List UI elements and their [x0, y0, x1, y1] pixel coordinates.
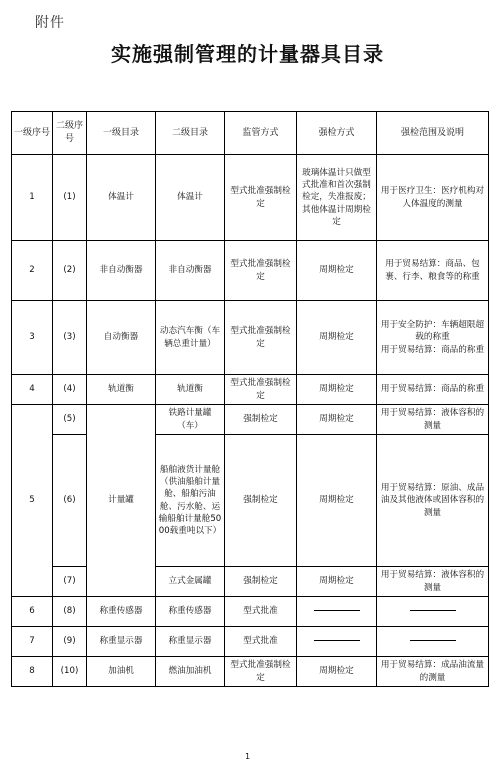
level1-no: 2	[12, 241, 53, 301]
level1-category: 加油机	[87, 657, 156, 687]
catalog-table	[11, 111, 489, 687]
inspection-dash	[297, 627, 377, 657]
level2-category: 体温计	[156, 155, 225, 241]
scope: 用于贸易结算：液体容积的测量	[377, 567, 489, 597]
level1-no: 3	[12, 301, 53, 375]
level1-no: 6	[12, 597, 53, 627]
supervision: 型式批准强制检定	[225, 155, 297, 241]
supervision: 型式批准强制检定	[225, 301, 297, 375]
table-row	[12, 435, 489, 567]
scope-dash	[377, 627, 489, 657]
inspection: 周期检定	[297, 657, 377, 687]
inspection: 周期检定	[297, 241, 377, 301]
level2-category: 燃油加油机	[156, 657, 225, 687]
inspection: 周期检定	[297, 567, 377, 597]
level2-no: (1)	[53, 155, 87, 241]
level2-no: (6)	[53, 435, 87, 567]
supervision: 强制检定	[225, 435, 297, 567]
level1-no: 5	[12, 405, 53, 597]
level2-no: (2)	[53, 241, 87, 301]
scope: 用于贸易结算：原油、成品油及其他液体或固体容积的测量	[377, 435, 489, 567]
level1-category: 轨道衡	[87, 375, 156, 405]
level2-no: (10)	[53, 657, 87, 687]
level1-no: 1	[12, 155, 53, 241]
attachment-label: 附件	[35, 15, 65, 31]
level1-category: 体温计	[87, 155, 156, 241]
scope: 用于医疗卫生：医疗机构对人体温度的测量	[377, 155, 489, 241]
scope: 用于安全防护：车辆超限超载的称重 用于贸易结算：商品的称重	[377, 301, 489, 375]
table-row	[12, 375, 489, 405]
level1-category: 计量罐	[87, 405, 156, 597]
level2-no: (9)	[53, 627, 87, 657]
table-row	[12, 155, 489, 241]
table-row	[12, 567, 489, 597]
inspection-dash	[297, 597, 377, 627]
header-level2-category: 二级目录	[156, 112, 225, 155]
header-inspection: 强检方式	[297, 112, 377, 155]
level1-no: 4	[12, 375, 53, 405]
level2-no: (4)	[53, 375, 87, 405]
header-supervision: 监管方式	[225, 112, 297, 155]
inspection: 周期检定	[297, 301, 377, 375]
level2-category: 非自动衡器	[156, 241, 225, 301]
table-row	[12, 241, 489, 301]
inspection: 玻璃体温计只做型式批准和首次强制检定，失准报废；其他体温计周期检定	[297, 155, 377, 241]
table-row	[12, 597, 489, 627]
page-number: 1	[244, 752, 251, 761]
level1-no: 7	[12, 627, 53, 657]
level1-category: 自动衡器	[87, 301, 156, 375]
scope: 用于贸易结算：商品的称重	[377, 375, 489, 405]
level2-category: 称重显示器	[156, 627, 225, 657]
scope: 用于贸易结算：液体容积的测量	[377, 405, 489, 435]
supervision: 强制检定	[225, 405, 297, 435]
level1-category: 非自动衡器	[87, 241, 156, 301]
level2-category: 船舶液货计量舱（供油船舶计量舱、船舶污油舱、污水舱、运输船舶计量舱5000载重吨以下）	[156, 435, 225, 567]
level2-no: (7)	[53, 567, 87, 597]
page-title: 实施强制管理的计量器具目录	[111, 42, 384, 66]
header-level2-no: 二级序号	[53, 112, 87, 155]
supervision: 型式批准强制检定	[225, 657, 297, 687]
header-level1-category: 一级目录	[87, 112, 156, 155]
table-row	[12, 301, 489, 375]
level1-no: 8	[12, 657, 53, 687]
table-row	[12, 657, 489, 687]
table-row	[12, 627, 489, 657]
level2-category: 称重传感器	[156, 597, 225, 627]
table-row	[12, 405, 489, 435]
scope-dash	[377, 597, 489, 627]
supervision: 强制检定	[225, 567, 297, 597]
level2-category: 立式金属罐	[156, 567, 225, 597]
level2-category: 铁路计量罐（车）	[156, 405, 225, 435]
supervision: 型式批准	[225, 627, 297, 657]
scope: 用于贸易结算：商品、包裹、行李、粮食等的称重	[377, 241, 489, 301]
inspection: 周期检定	[297, 405, 377, 435]
scope: 用于贸易结算：成品油流量的测量	[377, 657, 489, 687]
level2-no: (3)	[53, 301, 87, 375]
level1-category: 称重传感器	[87, 597, 156, 627]
supervision: 型式批准	[225, 597, 297, 627]
inspection: 周期检定	[297, 375, 377, 405]
level2-category: 动态汽车衡（车辆总重计量）	[156, 301, 225, 375]
level2-no: (8)	[53, 597, 87, 627]
supervision: 型式批准强制检定	[225, 241, 297, 301]
level1-category: 称重显示器	[87, 627, 156, 657]
header-scope: 强检范围及说明	[377, 112, 489, 155]
level2-category: 轨道衡	[156, 375, 225, 405]
supervision: 型式批准强制检定	[225, 375, 297, 405]
level2-no: (5)	[53, 405, 87, 435]
table-header-row	[12, 112, 489, 155]
inspection: 周期检定	[297, 435, 377, 567]
header-level1-no: 一级序号	[12, 112, 53, 155]
